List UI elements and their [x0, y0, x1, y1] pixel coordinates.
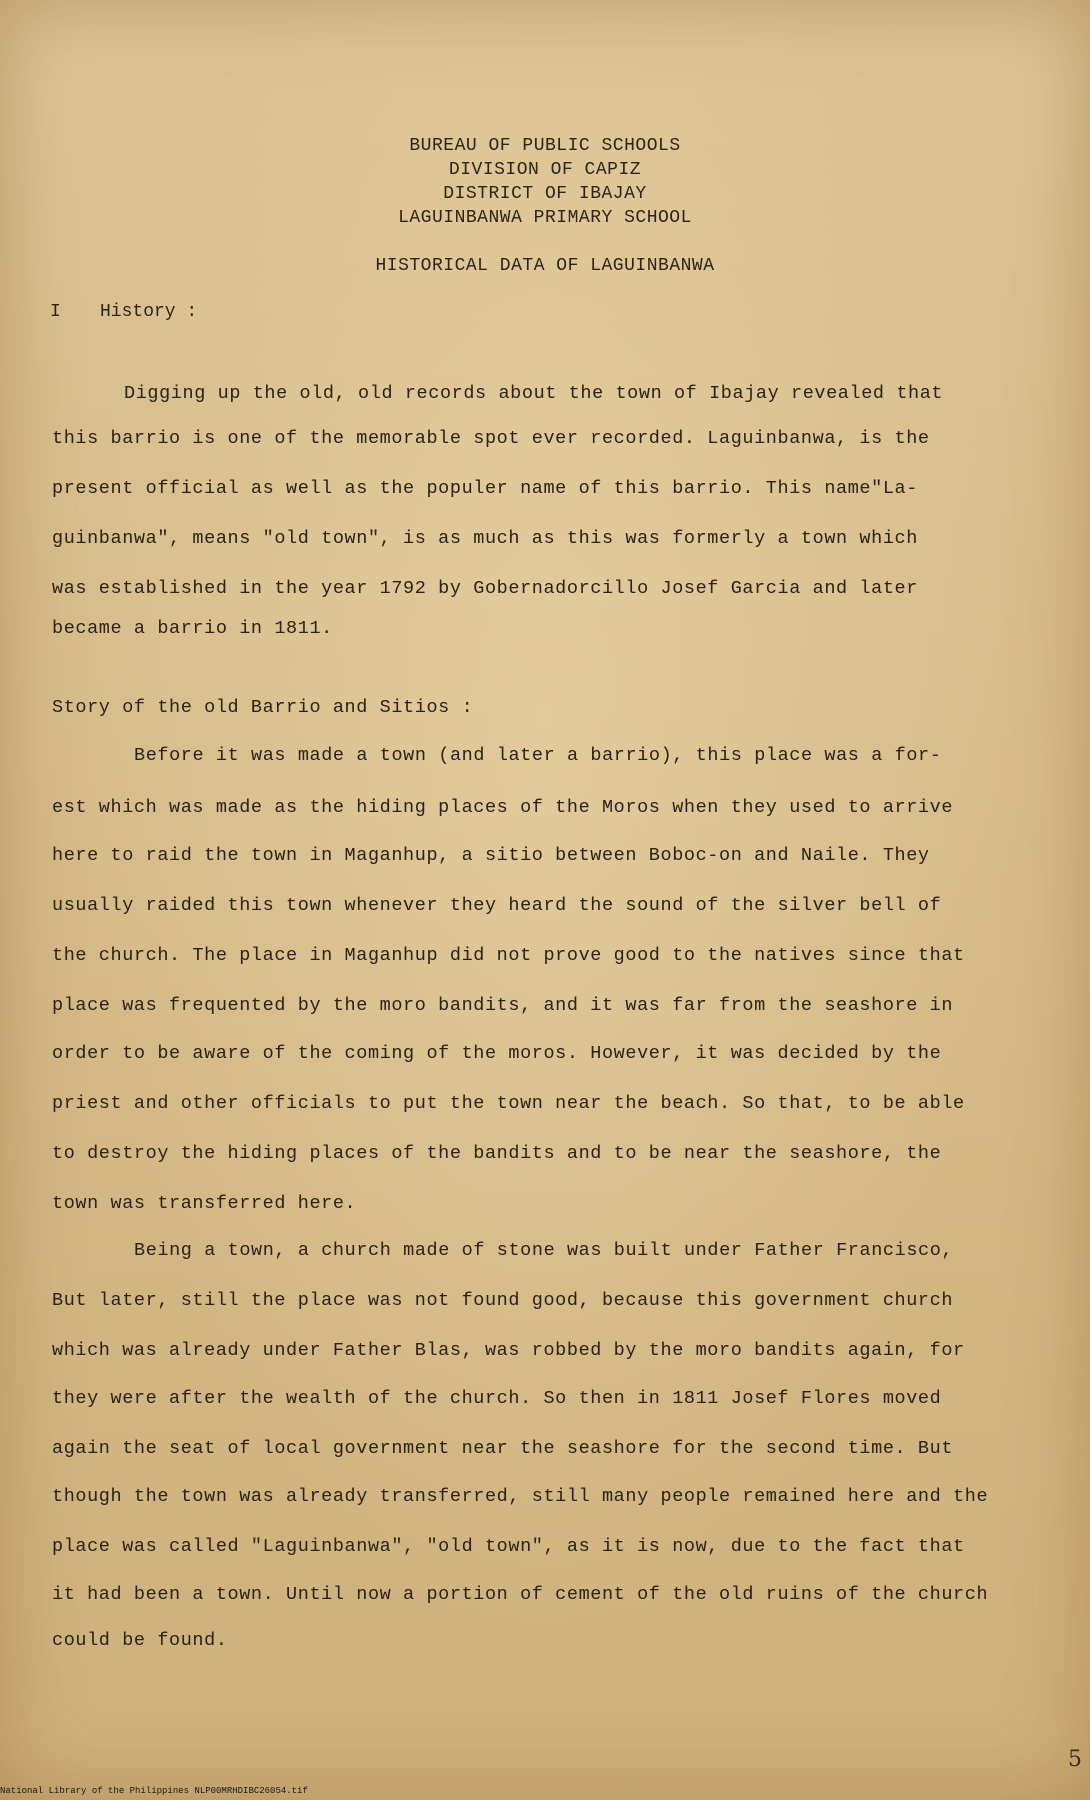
paragraph2-line: to destroy the hiding places of the bandits and to be near the seashore, the [52, 1143, 942, 1164]
page-number-mark: 5 [1068, 1747, 1082, 1772]
header-district: DISTRICT OF IBAJAY [443, 184, 647, 204]
header-division: DIVISION OF CAPIZ [448, 160, 642, 180]
paragraph3-line: again the seat of local government near the seashore for the second time. But [52, 1438, 954, 1459]
paragraph2-line: place was frequented by the moro bandits, and it was far from the seashore in [52, 995, 954, 1016]
paragraph3-line: which was already under Father Blas, was robbed by the moro bandits again, for [52, 1340, 965, 1361]
paragraph2-line: priest and other officials to put the town near the beach. So that, to be able [52, 1093, 965, 1114]
paragraph3-line: place was called "Laguinbanwa", "old town", as it is now, due to the fact that [52, 1536, 965, 1557]
document-header [0, 134, 1090, 230]
paragraph2-line: order to be aware of the coming of the moros. However, it was decided by the [52, 1043, 942, 1064]
paragraph1-line: present official as well as the populer name of this barrio. This name"La- [52, 478, 918, 499]
paragraph3-line: they were after the wealth of the church. So then in 1811 Josef Flores moved [52, 1388, 942, 1409]
document-title: HISTORICAL DATA OF LAGUINBANWA [375, 256, 715, 276]
section-heading [50, 302, 197, 322]
paragraph2-line: here to raid the town in Maganhup, a sitio between Boboc-on and Naile. They [52, 845, 930, 866]
story-subheading: Story of the old Barrio and Sitios : [52, 697, 474, 718]
paragraph3-line: Being a town, a church made of stone was built under Father Francisco, [134, 1240, 954, 1261]
paragraph3-line: it had been a town. Until now a portion of cement of the old ruins of the church [52, 1584, 989, 1605]
paragraph1-line: this barrio is one of the memorable spot ever recorded. Laguinbanwa, is the [52, 428, 930, 449]
paragraph1-line: guinbanwa", means "old town", is as much as this was formerly a town which [52, 528, 918, 549]
paragraph2-line: est which was made as the hiding places of the Moros when they used to arrive [52, 797, 954, 818]
section-number: I [50, 302, 61, 322]
paragraph2-line: town was transferred here. [52, 1193, 357, 1214]
paragraph2-line: usually raided this town whenever they heard the sound of the silver bell of [52, 895, 942, 916]
paragraph3-line: though the town was already transferred, still many people remained here and the [52, 1486, 989, 1507]
header-bureau: BUREAU OF PUBLIC SCHOOLS [409, 136, 681, 156]
paragraph3-line: But later, still the place was not found good, because this government church [52, 1290, 954, 1311]
paragraph1-line: Digging up the old, old records about the town of Ibajay revealed that [124, 383, 944, 404]
paragraph1-line: became a barrio in 1811. [52, 618, 333, 639]
paragraph1-line: was established in the year 1792 by Gobernadorcillo Josef Garcia and later [52, 578, 918, 599]
archive-footer: National Library of the Philippines NLP00MRHDIBC26054.tif [0, 1786, 308, 1796]
paragraph3-line: could be found. [52, 1630, 228, 1651]
paragraph2-line: Before it was made a town (and later a barrio), this place was a for- [134, 745, 942, 766]
paragraph2-line: the church. The place in Maganhup did not prove good to the natives since that [52, 945, 965, 966]
section-label: History : [100, 302, 198, 322]
header-school: LAGUINBANWA PRIMARY SCHOOL [398, 208, 692, 228]
